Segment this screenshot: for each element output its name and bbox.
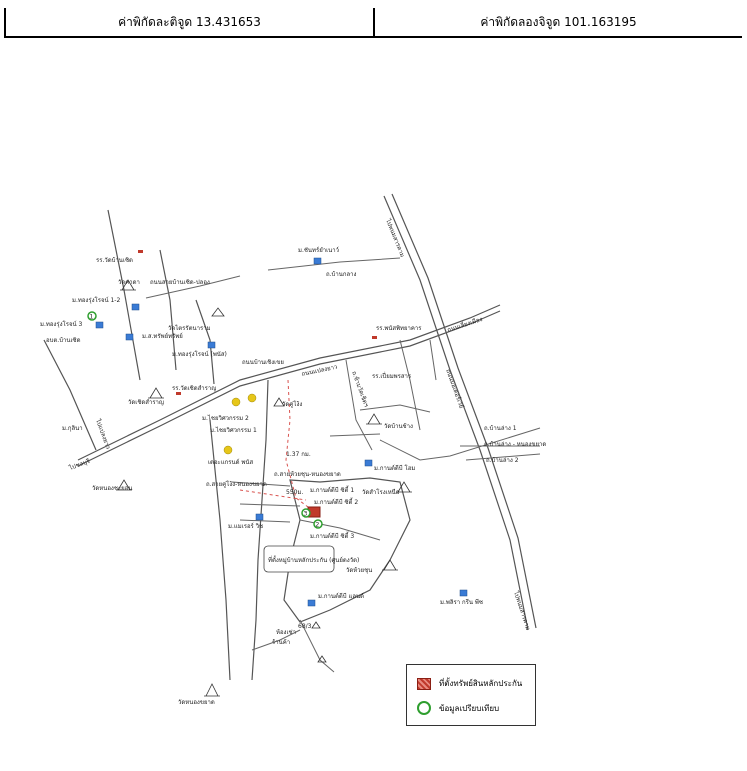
place-label: ม.ไชยวิศวกรรม 2 [202,415,249,422]
place-label: ม.ส.ทรัพย์ทรัพย์ [142,333,183,340]
place-label: วัดสำโรงเหนือ [362,489,400,496]
place-label: ร้านค้า [272,639,291,646]
svg-text:3: 3 [303,510,308,518]
road-label: ถ.บ้านล่าง 1 [484,425,517,432]
legend-subject-label: ที่ตั้งทรัพย์สินหลักประกัน [439,679,523,688]
place-label: ม.กานต์ดีบี โฮม [374,465,416,472]
place-label: ม.กานต์ดีบี ซิตี้ 1 [310,487,355,494]
legend-comparison-label: ข้อมูลเปรียบเทียบ [439,703,500,713]
road-right-vertical [384,196,528,630]
distance-label: 1.37 กม. [286,451,311,458]
road-label: ถ.สายคู่โง้ง-หนองขยาด [206,481,267,488]
temple-icon [212,308,224,316]
temple-icon [148,388,164,398]
temple-icon [312,622,320,628]
place-label: ม.กานต์ดีบี ซิตี้ 2 [314,499,359,506]
road-label: ไปพนมสารคาม [512,590,532,632]
comparison-marker-3 [302,509,310,518]
road-label: ถ.ข้ามวัดเชิดฯ [350,370,370,409]
road-label: ไปแปลงยาว [94,418,112,451]
latitude-cell: ค่าพิกัดละติจูด 13.431653 [6,8,375,36]
place-label: ม.ทองรุ่งโรจน์ (พนัส) [172,351,227,358]
house-icon [208,342,215,348]
svg-text:1: 1 [89,313,94,321]
place-label: วัดบ้านช้าง [384,423,413,430]
place-label: ม.พลิรา กรีน พีซ [440,599,483,606]
place-label: ม.กานต์ดีบี ซิตี้ 3 [310,533,355,540]
comparison-marker-1 [88,312,96,321]
longitude-cell: ค่าพิกัดลองจิจูด 101.163195 [480,14,637,29]
house-icon [314,258,321,264]
place-label: ม.กุลินา [62,425,83,432]
road-label: ถ.บ้านกลาง [326,271,357,278]
road-label: ไปพนมสารคาม [384,218,406,259]
place-label: ม.แมเรอร์ วิช [228,523,264,530]
place-label: ม.ทองรุ่งโรจน์ 1-2 [72,297,121,304]
place-label: เดอะแกรนด์ พนัส [208,459,254,466]
road-label: ถนนมอเตอร์เวย์ [444,368,465,410]
map-legend [406,664,536,726]
legend-comparison-row [417,701,499,715]
school-flag-icon [138,250,143,253]
road-label: ถนนบ้านเชิงเขย [242,359,284,366]
comparison-marker-2 [314,520,322,529]
school-flag-icon [176,392,181,395]
road-label: ถนนแปลงยาว [300,363,338,378]
road-label: ถ.บ้านล่าง - หนองขยาด [484,441,547,448]
school-flag-icon [372,336,377,339]
place-label: วัดหนองขยาด [178,699,215,706]
house-icon [132,304,139,310]
house-icon [126,334,133,340]
house-icon [96,322,103,328]
house-icon [460,590,467,596]
house-icon [256,514,263,520]
road-label: ถ.สายห้วยชุน-หนองขยาด [274,471,341,478]
house-icon [224,446,232,454]
house-icon [308,600,315,606]
subject-swatch-icon [417,678,431,690]
place-label: ม.กานต์ดีบี แลนด์ [318,593,365,600]
place-label: วัดคาดา [118,279,140,286]
place-label: วัดเชิดสำราญ [128,399,165,406]
svg-text:ที่ตั้งหมู่บ้านหลักประกัน (ศูน: ที่ตั้งหมู่บ้านหลักประกัน (ศูนย์ดงวัด) [268,557,360,564]
place-label: วัดคู่โง้ง [282,401,303,408]
place-label: รร.เปี่ยมพรสาร [372,373,412,380]
temple-icon [366,414,382,424]
place-label: ห้องเช่า [276,629,296,636]
place-label: วัดห้วยชุน [346,567,373,574]
house-icon [365,460,372,466]
road-label: ถ.บ้านล่าง 2 [486,457,519,464]
place-label: วัดหนองชะยอน [92,485,133,492]
road-label: ไปชลบุรี [68,457,91,472]
road-label: ถนนสายบ้านเซิด-ปลอง [150,279,210,286]
place-label: ม.ทองรุ่งโรจน์ 3 [40,321,83,328]
place-label: ม.ชันทร์ยำเนาว์ [298,247,339,254]
place-label: อบต.บ้านเซิด [46,337,81,344]
place-label: วัดไตรรัตนาราม [168,325,211,332]
svg-text:2: 2 [315,521,320,529]
legend-subject-row [417,677,522,690]
place-label: รร.วัดเชิดสำราญ [172,385,217,392]
place-label: รร.วัดบ้านเซิด [96,257,133,264]
place-label: 68/3 [298,623,312,630]
distance-label: 550ม. [286,489,304,496]
house-icon [232,398,240,406]
temple-icon [204,684,220,696]
comparison-ring-icon [417,701,431,715]
place-label: ม.ไชยวิศวกรรม 1 [210,427,257,434]
house-icon [248,394,256,402]
place-label: รร.พนัสพิทยาคาร [376,325,422,332]
road-label: ถนนเลี่ยงเมือง [446,315,484,334]
